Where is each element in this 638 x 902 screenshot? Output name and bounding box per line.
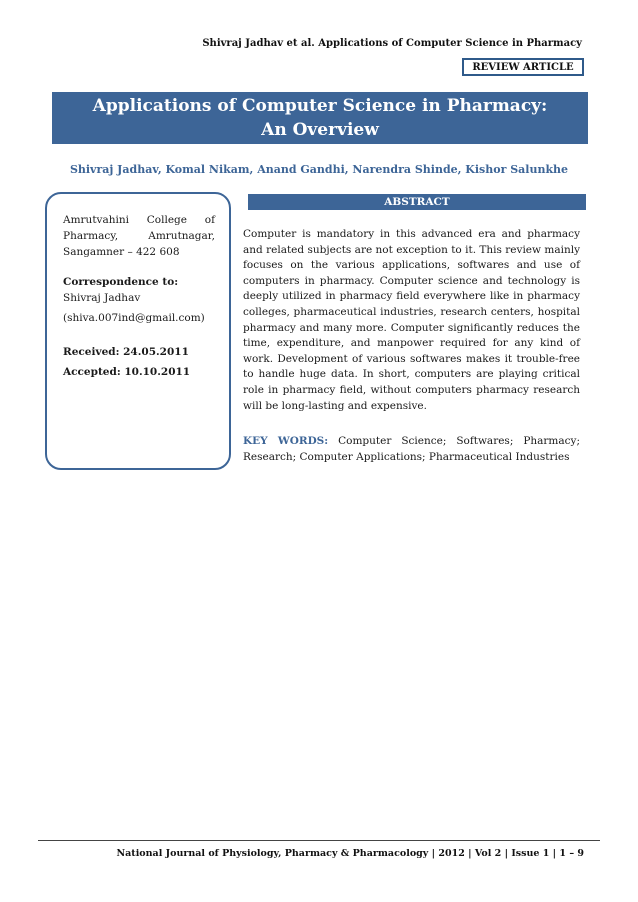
keywords-label: KEY WORDS: [243, 435, 329, 447]
correspondence-name: Shivraj Jadhav [63, 292, 141, 304]
title-line-1: Applications of Computer Science in Pharmacy: [92, 96, 548, 116]
keywords-paragraph [243, 434, 580, 465]
abstract-heading: ABSTRACT [248, 194, 586, 210]
running-head: Shivraj Jadhav et al. Applications of Computer Science in Pharmacy [202, 38, 582, 49]
keywords-text: Computer Science; Softwares; Pharmacy; Research; Computer Applications; Pharmaceutical Industries [243, 435, 580, 463]
author-list: Shivraj Jadhav, Komal Nikam, Anand Gandhi, Narendra Shinde, Kishor Salunkhe [69, 163, 569, 176]
title-line-2: An Overview [261, 120, 379, 140]
affiliation-text: Amrutvahini College of Pharmacy, Amrutnagar, Sangamner – 422 608 [63, 214, 215, 258]
article-type-badge: REVIEW ARTICLE [462, 58, 584, 76]
received-date: Received: 24.05.2011 [63, 346, 189, 358]
footer-divider [38, 840, 600, 841]
correspondence-heading: Correspondence to: [63, 276, 179, 288]
accepted-date: Accepted: 10.10.2011 [63, 366, 191, 378]
abstract-body: Computer is mandatory in this advanced era and pharmacy and related subjects are not exception to it. This review mainly focuses on the various applications, softwares and use of computers in pharmacy. Computer science and technology is deeply utilized in pharmacy field everywhere like in pharmacy colleges, pharmaceutical industries, research centers, hospital pharmacy and many more. Computer significantly reduces the time, expenditure, and manpower required for any kind of work. Development of various softwares makes it trouble-free to handle huge data. In short, computers are playing critical role in pharmacy field, without computers pharmacy research will be long-lasting and expensive. [243, 228, 580, 412]
affiliation-box [45, 192, 231, 470]
correspondence-email: (shiva.007ind@gmail.com) [63, 312, 205, 324]
journal-footer: National Journal of Physiology, Pharmacy & Pharmacology | 2012 | Vol 2 | Issue 1 | 1 – 9 [116, 848, 584, 859]
title-band [52, 92, 588, 144]
